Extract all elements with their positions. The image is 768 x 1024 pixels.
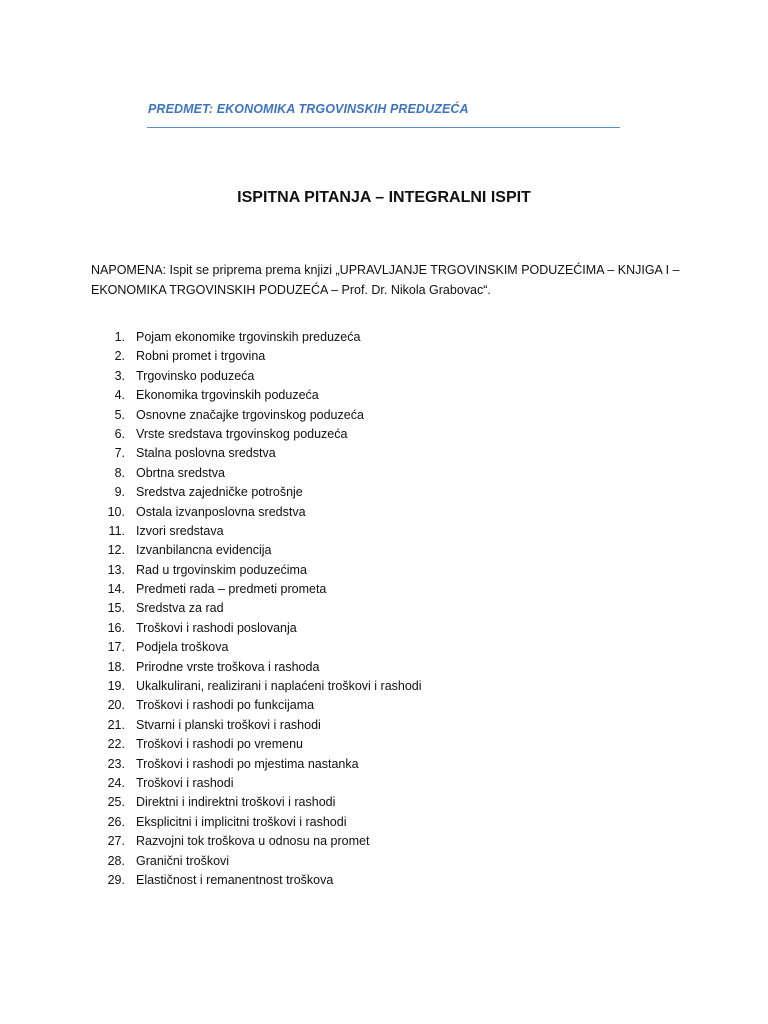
list-item	[0, 464, 768, 483]
list-item	[0, 696, 768, 715]
list-item	[0, 619, 768, 638]
item-number: 17.	[107, 640, 125, 655]
item-number: 1.	[114, 330, 125, 344]
item-text: Stvarni i planski troškovi i rashodi	[136, 717, 321, 732]
list-item	[0, 444, 768, 463]
item-number: 29.	[107, 872, 125, 887]
item-text: Ukalkulirani, realizirani i naplaćeni troškovi i rashodi	[136, 679, 422, 694]
item-text: Stalna poslovna sredstva	[136, 446, 276, 461]
item-text: Osnovne značajke trgovinskog poduzeća	[136, 407, 364, 422]
list-item	[0, 658, 768, 677]
list-item	[0, 483, 768, 502]
item-text: Troškovi i rashodi po funkcijama	[136, 698, 315, 713]
list-item	[0, 406, 768, 425]
item-text: Troškovi i rashodi po mjestima nastanka	[136, 756, 359, 771]
list-item	[0, 328, 768, 347]
item-text: Pojam ekonomike trgovinskih preduzeća	[136, 330, 361, 344]
item-text: Obrtna sredstva	[136, 465, 225, 480]
header-divider	[147, 127, 620, 128]
list-item	[0, 386, 768, 405]
item-text: Elastičnost i remanentnost troškova	[136, 872, 334, 887]
item-number: 7.	[114, 446, 125, 461]
item-number: 24.	[107, 775, 125, 790]
item-number: 5.	[114, 407, 125, 422]
item-text: Sredstva zajedničke potrošnje	[136, 485, 303, 500]
item-number: 22.	[107, 737, 125, 752]
item-text: Vrste sredstava trgovinskog poduzeća	[136, 426, 348, 441]
item-number: 10.	[107, 504, 125, 519]
item-text: Razvojni tok troškova u odnosu na promet	[136, 834, 370, 849]
item-number: 21.	[107, 717, 125, 732]
item-number: 2.	[114, 349, 125, 364]
list-item	[0, 871, 768, 890]
list-item	[0, 638, 768, 657]
item-text: Troškovi i rashodi	[136, 775, 234, 790]
item-number: 18.	[107, 659, 125, 674]
item-number: 15.	[107, 601, 125, 616]
item-number: 19.	[107, 679, 125, 694]
list-item	[0, 367, 768, 386]
list-item	[0, 503, 768, 522]
note-paragraph	[91, 260, 681, 300]
item-text: Prirodne vrste troškova i rashoda	[136, 659, 320, 674]
list-item	[0, 522, 768, 541]
note-line-2: EKONOMIKA TRGOVINSKIH PODUZEĆA – Prof. Dr. Nikola Grabovac“.	[91, 283, 491, 297]
item-text: Troškovi i rashodi poslovanja	[136, 620, 297, 635]
item-number: 27.	[107, 834, 125, 849]
list-item	[0, 541, 768, 560]
item-text: Podjela troškova	[136, 640, 229, 655]
list-item	[0, 774, 768, 793]
item-text: Izvanbilancna evidencija	[136, 543, 272, 558]
item-text: Predmeti rada – predmeti prometa	[136, 582, 327, 597]
item-number: 26.	[107, 814, 125, 829]
item-number: 12.	[107, 543, 125, 558]
subject-heading: PREDMET: EKONOMIKA TRGOVINSKIH PREDUZEĆA	[148, 102, 469, 116]
page-title: ISPITNA PITANJA – INTEGRALNI ISPIT	[237, 189, 531, 206]
item-number: 4.	[114, 388, 125, 403]
item-number: 20.	[107, 698, 125, 713]
item-number: 16.	[107, 620, 125, 635]
item-number: 25.	[107, 795, 125, 810]
item-text: Direktni i indirektni troškovi i rashodi	[136, 795, 336, 810]
item-number: 11.	[108, 523, 125, 538]
item-number: 23.	[107, 756, 125, 771]
note-line-1: NAPOMENA: Ispit se priprema prema knjizi „UPRAVLJANJE TRGOVINSKIM PODUZEĆIMA – KNJIGA I –	[91, 263, 680, 277]
question-list	[0, 328, 768, 890]
item-number: 3.	[114, 368, 125, 383]
item-text: Granični troškovi	[136, 853, 230, 868]
list-item	[0, 716, 768, 735]
item-text: Sredstva za rad	[136, 601, 224, 616]
list-item	[0, 561, 768, 580]
list-item	[0, 580, 768, 599]
item-text: Ekonomika trgovinskih poduzeća	[136, 388, 319, 403]
list-item	[0, 735, 768, 754]
item-text: Robni promet i trgovina	[136, 349, 266, 364]
item-number: 9.	[114, 485, 125, 500]
list-item	[0, 793, 768, 812]
item-text: Rad u trgovinskim poduzećima	[136, 562, 307, 577]
item-text: Trgovinsko poduzeća	[136, 368, 255, 383]
list-item	[0, 755, 768, 774]
list-item	[0, 852, 768, 871]
item-number: 8.	[114, 465, 125, 480]
item-number: 14.	[107, 582, 125, 597]
list-item	[0, 677, 768, 696]
list-item	[0, 425, 768, 444]
list-item	[0, 813, 768, 832]
item-number: 13.	[107, 562, 125, 577]
list-item	[0, 347, 768, 366]
item-text: Troškovi i rashodi po vremenu	[136, 737, 303, 752]
item-text: Izvori sredstava	[136, 523, 224, 538]
item-text: Ostala izvanposlovna sredstva	[136, 504, 306, 519]
list-item	[0, 832, 768, 851]
item-number: 6.	[114, 426, 125, 441]
item-number: 28.	[107, 853, 125, 868]
item-text: Eksplicitni i implicitni troškovi i rashodi	[136, 814, 347, 829]
list-item	[0, 599, 768, 618]
